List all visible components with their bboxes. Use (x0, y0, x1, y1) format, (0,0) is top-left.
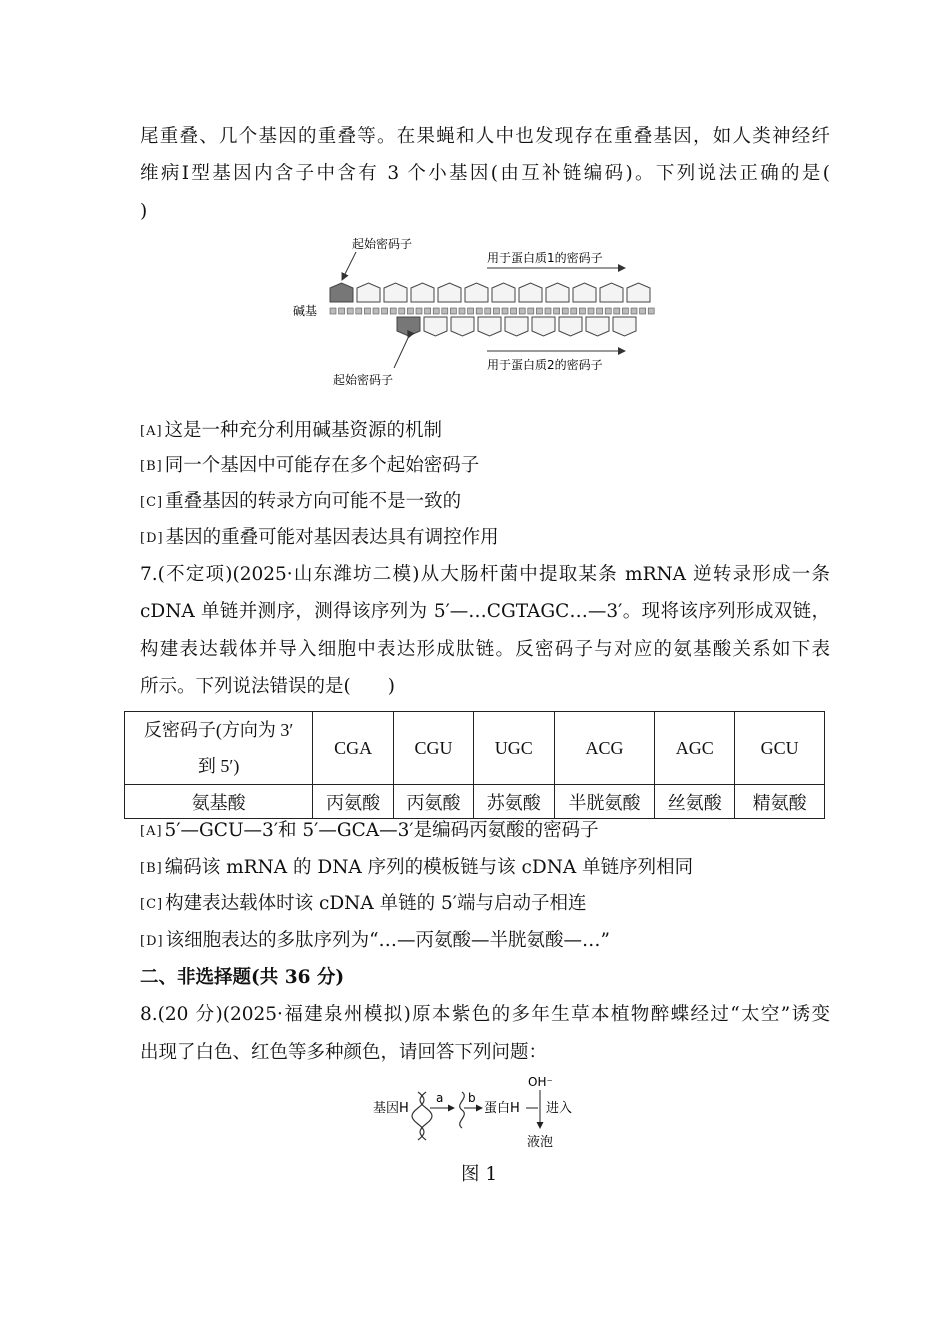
vacuole-label: 液泡 (527, 1135, 554, 1150)
amino-acid-cell: 丙氨酸 (313, 785, 394, 819)
base-square (640, 308, 646, 314)
base-square (519, 308, 525, 314)
q7-line-4: 所示。下列说法错误的是( ) (140, 676, 395, 697)
start-codon-top (330, 283, 353, 302)
codon (384, 283, 407, 302)
step-b-label: b (468, 1091, 476, 1105)
intro-line-2: 维病Ⅰ型基因内含子中含有 3 个小基因(由互补链编码)。下列说法正确的是( (140, 163, 830, 184)
base-square (562, 308, 568, 314)
section-heading: 二、非选择题(共 36 分) (140, 967, 345, 988)
q6-option-d[interactable]: [D] 基因的重叠可能对基因表达具有调控作用 (140, 527, 499, 548)
q7-option-b[interactable]: [B] 编码该 mRNA 的 DNA 序列的模板链与该 cDNA 单链序列相同 (140, 857, 694, 878)
base-square (588, 308, 594, 314)
amino-acid-cell: 苏氨酸 (473, 785, 554, 819)
codon (411, 283, 434, 302)
base-square (356, 308, 362, 314)
base-square (605, 308, 611, 314)
codon (492, 283, 515, 302)
base-square (614, 308, 620, 314)
base-square (433, 308, 439, 314)
table-row-label: 氨基酸 (125, 785, 313, 819)
base-square (364, 308, 370, 314)
base-square (425, 308, 431, 314)
enter-label: 进入 (546, 1101, 573, 1116)
base-square (399, 308, 405, 314)
codon (613, 317, 636, 336)
base-square (416, 308, 422, 314)
intro-line-1: 尾重叠、几个基因的重叠等。在果蝇和人中也发现存在重叠基因，如人类神经纤 (140, 126, 830, 147)
protein1-codons (330, 283, 650, 302)
q6-option-a[interactable]: [A] 这是一种充分利用碱基资源的机制 (140, 420, 443, 441)
base-square (648, 308, 654, 314)
q7-option-c[interactable]: [C] 构建表达载体时该 cDNA 单链的 5′端与启动子相连 (140, 893, 587, 914)
base-square (407, 308, 413, 314)
q6-option-b[interactable]: [B] 同一个基因中可能存在多个起始密码子 (140, 455, 480, 476)
base-label: 碱基 (293, 304, 318, 318)
codon (438, 283, 461, 302)
codon (586, 317, 609, 336)
base-square (390, 308, 396, 314)
q7-line-2: cDNA 单链并测序，测得该序列为 5′—…CGTAGC…—3′。现将该序列形成双链， (140, 601, 830, 622)
q7-line-1: 7.(不定项)(2025·山东潍坊二模)从大肠杆菌中提取某条 mRNA 逆转录形成一条 (140, 564, 830, 585)
base-square (330, 308, 336, 314)
base-square (476, 308, 482, 314)
base-square (571, 308, 577, 314)
anticodon-cell: CGA (313, 712, 394, 785)
start-codon-bottom-label: 起始密码子 (333, 373, 394, 387)
base-square (622, 308, 628, 314)
base-square (459, 308, 465, 314)
oh-label: OH⁻ (528, 1075, 553, 1089)
step-a-label: a (436, 1091, 444, 1105)
codon (451, 317, 474, 336)
base-square (545, 308, 551, 314)
codon (465, 283, 488, 302)
base-square (450, 308, 456, 314)
codon (627, 283, 650, 302)
anticodon-cell: UGC (473, 712, 554, 785)
codon (505, 317, 528, 336)
base-square (528, 308, 534, 314)
anticodon-cell: ACG (554, 712, 655, 785)
q8-line-2: 出现了白色、红色等多种颜色，请回答下列问题： (140, 1042, 548, 1063)
base-square (554, 308, 560, 314)
start-codon-top-label: 起始密码子 (352, 237, 413, 251)
codon (357, 283, 380, 302)
codon (478, 317, 501, 336)
protein2-codons (397, 317, 636, 336)
start-codon-bottom (397, 317, 420, 336)
anticodon-cell: AGC (655, 712, 735, 785)
q7-option-a[interactable]: [A] 5′—GCU—3′和 5′—GCA—3′是编码丙氨酸的密码子 (140, 820, 599, 841)
anticodon-cell: CGU (394, 712, 474, 785)
base-square (536, 308, 542, 314)
base-square (373, 308, 379, 314)
base-square (493, 308, 499, 314)
amino-acid-cell: 丙氨酸 (394, 785, 474, 819)
anticodon-table (124, 711, 825, 819)
mrna-icon (460, 1092, 465, 1128)
start-codon-top-arrow (342, 252, 356, 280)
base-square (485, 308, 491, 314)
protein2-label: 用于蛋白质2的密码子 (487, 358, 603, 372)
q7-option-d[interactable]: [D] 该细胞表达的多肽序列为“…—丙氨酸—半胱氨酸—…” (140, 930, 610, 951)
base-square (442, 308, 448, 314)
gene-h-pathway-figure (370, 1072, 590, 1152)
dna-helix-icon (412, 1092, 424, 1140)
base-row (330, 308, 654, 314)
table-row-amino-acid (125, 785, 825, 819)
amino-acid-cell: 丝氨酸 (655, 785, 735, 819)
codon (532, 317, 555, 336)
amino-acid-cell: 半胱氨酸 (554, 785, 655, 819)
figure-caption: 图 1 (461, 1164, 498, 1185)
base-square (579, 308, 585, 314)
codon (573, 283, 596, 302)
codon (559, 317, 582, 336)
codon (424, 317, 447, 336)
protein-h-label: 蛋白H (484, 1101, 520, 1116)
q7-line-3: 构建表达载体并导入细胞中表达形成肽链。反密码子与对应的氨基酸关系如下表 (140, 639, 830, 660)
base-square (339, 308, 345, 314)
codon (519, 283, 542, 302)
gene-h-label: 基因H (373, 1101, 409, 1116)
base-square (511, 308, 517, 314)
codon (600, 283, 623, 302)
q8-line-1: 8.(20 分)(2025·福建泉州模拟)原本紫色的多年生草本植物醉蝶经过“太空”诱变 (140, 1004, 830, 1025)
dna-helix-strand-icon (420, 1092, 432, 1140)
q6-option-c[interactable]: [C] 重叠基因的转录方向可能不是一致的 (140, 491, 462, 512)
start-codon-bottom-arrow (394, 338, 408, 368)
base-square (631, 308, 637, 314)
protein1-label: 用于蛋白质1的密码子 (487, 251, 603, 265)
base-square (597, 308, 603, 314)
base-square (468, 308, 474, 314)
table-row-anticodon (125, 712, 825, 785)
base-square (502, 308, 508, 314)
codon (546, 283, 569, 302)
amino-acid-cell: 精氨酸 (735, 785, 825, 819)
base-square (382, 308, 388, 314)
table-header-cell: 反密码子(方向为 3′ 到 5′) (125, 712, 313, 785)
intro-line-3: ) (140, 201, 148, 222)
base-square (347, 308, 353, 314)
overlapping-gene-figure (290, 228, 660, 396)
anticodon-cell: GCU (735, 712, 825, 785)
